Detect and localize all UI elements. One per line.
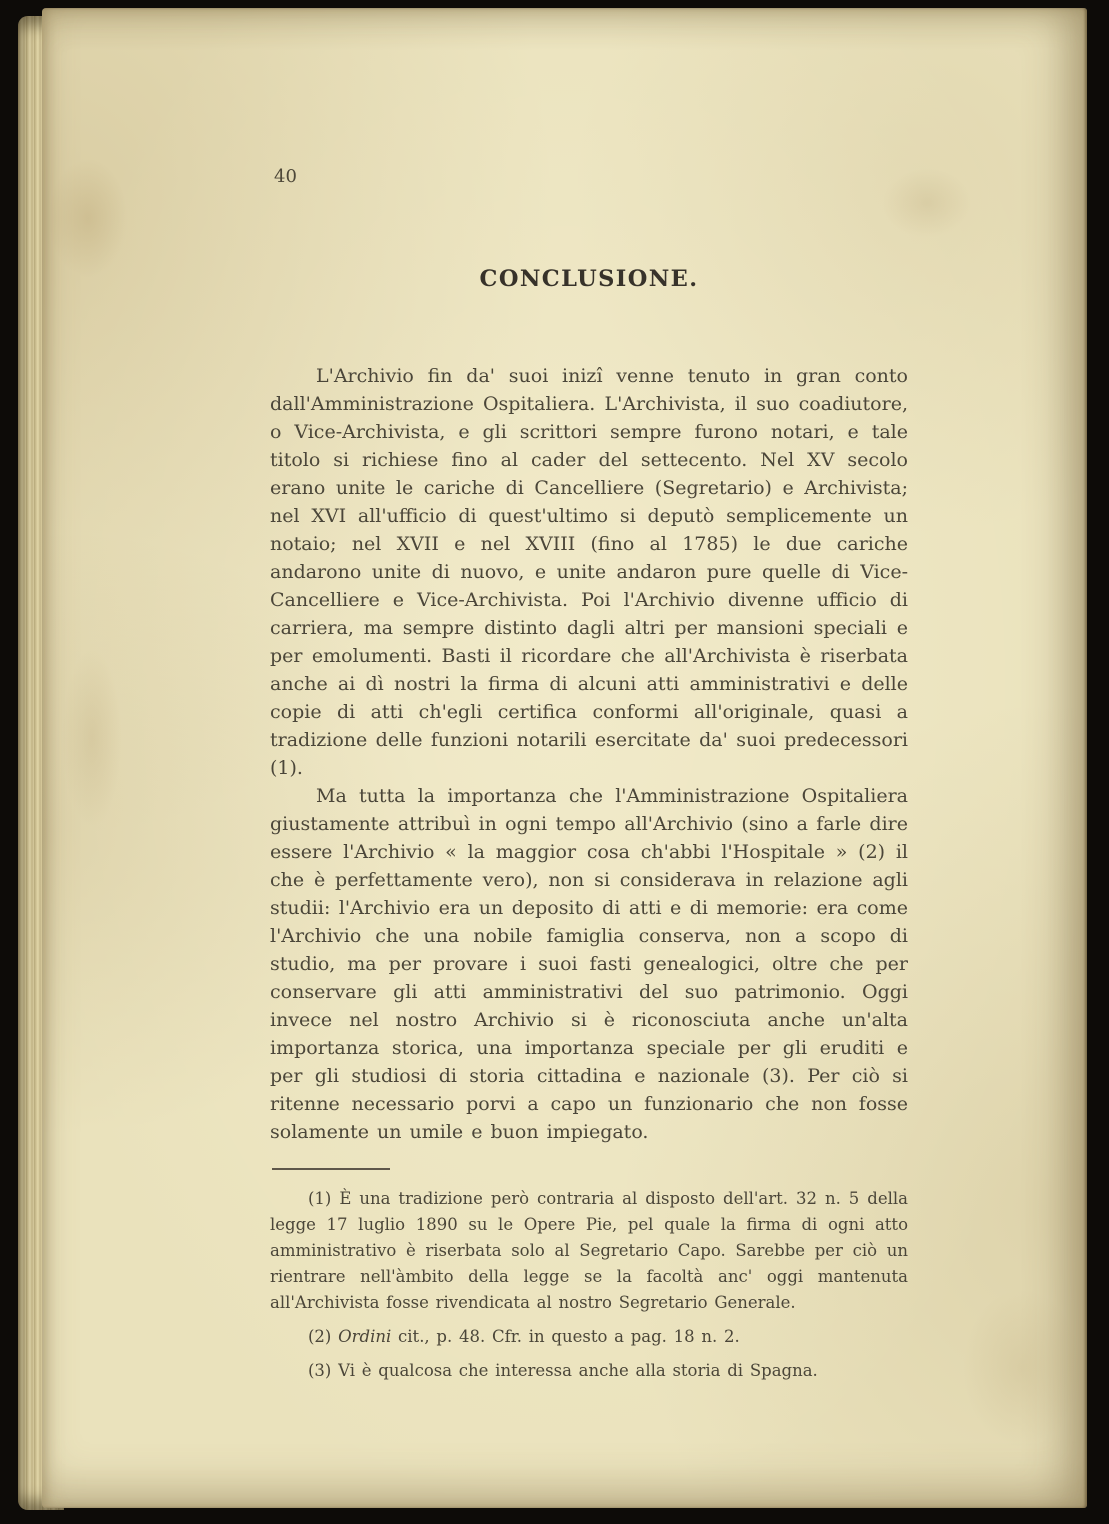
page-content <box>270 166 908 1392</box>
footnote-2-work-title: Ordini <box>338 1327 392 1346</box>
footnote-2-rest: cit., p. 48. Cfr. in questo a pag. 18 n. 2. <box>391 1327 740 1346</box>
body-paragraph: Ma tutta la importanza che l'Amministrazione Ospitaliera giustamente attribuì in ogni tempo all'Archivio (sino a farle dire essere l'Archivio « la maggior cosa ch'abbi l'Hospitale » (2) il che è perfettamente vero), non si considerava in relazione agli studii: l'Archivio era un deposito di atti e di memorie: era come l'Archivio che una nobile famiglia conserva, non a scopo di studio, ma per provare i suoi fasti genealogici, oltre che per conservare gli atti amministrativi del suo patrimonio. Oggi invece nel nostro Archivio si è riconosciuta anche un'alta importanza storica, una importanza speciale per gli eruditi e per gli studiosi di storia cittadina e nazionale (3). Per ciò si ritenne necessario porvi a capo un funzionario che non fosse solamente un umile e buon impiegato. <box>270 785 908 1143</box>
page-number: 40 <box>274 166 297 187</box>
paper-stain <box>62 648 122 828</box>
paper-stain <box>962 1288 1082 1448</box>
body-paragraph: L'Archivio fin da' suoi inizî venne tenuto in gran conto dall'Amministrazione Ospitaliera. L'Archivista, il suo coadiutore, o Vice-Archivista, e gli scrittori sempre furono notari, e tale titolo si richiese fino al cader del settecento. Nel XV secolo erano unite le cariche di Cancelliere (Segretario) e Archivista; nel XVI all'ufficio di quest'ultimo si deputò semplicemente un notaio; nel XVII e nel XVIII (fino al 1785) le due cariche andarono unite di nuovo, e unite andaron pure quelle di Vice-Cancelliere e Vice-Archivista. Poi l'Archivio divenne ufficio di carriera, ma sempre distinto dagli altri per mansioni speciali e per emolumenti. Basti il ricordare che all'Archivista è riserbata anche ai dì nostri la firma di alcuni atti amministrativi e delle copie di atti ch'egli certifica conformi all'originale, quasi a tradizione delle funzioni notarili esercitate da' suoi predecessori (1). <box>270 365 908 779</box>
footnotes-section <box>270 1186 908 1384</box>
footnote-1: (1) È una tradizione però contraria al disposto dell'art. 32 n. 5 della legge 17 luglio 1890 su le Opere Pie, pel quale la firma di ogni atto amministrativo è riserbata solo al Segretario Capo. Sarebbe per ciò un rientrare nell'àmbito della legge se la facoltà anc' oggi mantenuta all'Archivista fosse rivendicata al nostro Segretario Generale. <box>270 1189 908 1312</box>
paper-stain <box>48 158 128 278</box>
footnote-separator <box>272 1168 390 1170</box>
footnote-3: (3) Vi è qualcosa che interessa anche alla storia di Spagna. <box>308 1361 818 1380</box>
footnote-2-number: (2) <box>308 1327 339 1346</box>
book-page <box>42 8 1087 1508</box>
footnote-2 <box>270 1324 908 1350</box>
page-title: CONCLUSIONE. <box>479 266 699 292</box>
